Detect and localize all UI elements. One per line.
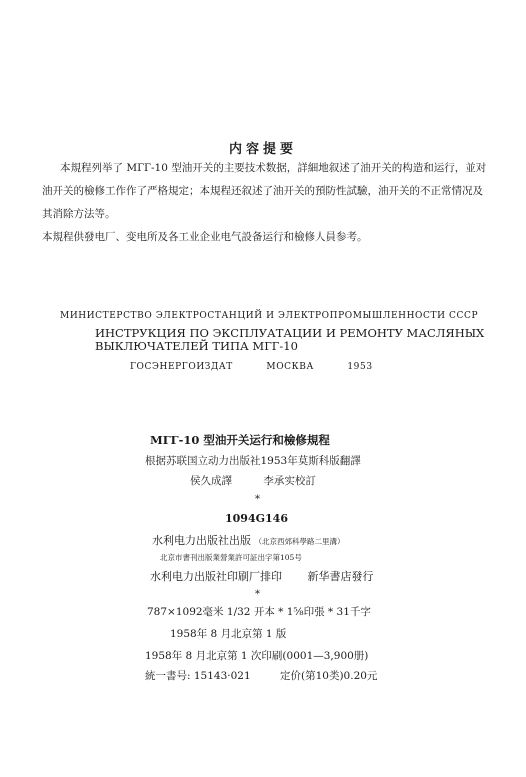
format-spec: 787×1092毫米 1/32 开本 * 1⅝印張 * 31千字: [147, 606, 371, 618]
russian-publisher-line: [130, 362, 403, 372]
printing-line: 1958年 8 月北京第 1 次印刷(0001—3,900册): [145, 650, 369, 662]
colophon-title: МГГ-10 型油开关运行和檢修規程: [150, 433, 330, 447]
separator-star: *: [255, 589, 260, 600]
russian-title-line-1: ИНСТРУКЦИЯ ПО ЭКСПЛУАТАЦИИ И РЕМОНТУ МАСЛЯНЫХ: [95, 326, 485, 340]
translator: 侯久成譯: [190, 475, 232, 487]
publisher-address: （北京西郊科學路二里溝）: [254, 537, 345, 546]
publisher-name: 水利电力出版社出版: [152, 534, 251, 547]
russian-title-line-2: ВЫКЛЮЧАТЕЛЕЙ ТИПА МГГ-10: [95, 339, 298, 353]
publisher-line: [152, 532, 345, 548]
summary-title: 内容提要: [228, 142, 297, 157]
summary-paragraph-2: 本規程供發电厂、变电所及各工业企业电气設备运行和檢修人員参考。: [42, 231, 368, 243]
translation-source: 根据苏联国立动力出版社1953年莫斯科版翻譯: [145, 455, 361, 467]
russian-ministry-line: МИНИСТЕРСТВО ЭЛЕКТРОСТАНЦИЙ И ЭЛЕКТРОПРОМЫШЛЕННОСТИ СССР: [60, 311, 479, 321]
russian-publisher: ГОСЭНЕРГОИЗДАТ: [130, 362, 233, 372]
translator-line: [190, 473, 344, 488]
permit-line: 北京市書刊出版業營業許可証出字第105号: [160, 553, 302, 562]
distributor: 新华書店發行: [307, 570, 374, 583]
price: 定价(第10类)0.20元: [280, 670, 378, 682]
summary-paragraph-1: 本規程列举了 МГГ-10 型油开关的主要技术数据，詳細地叙述了油开关的构造和运行，並对油开关的檢修工作作了严格規定；本規程还叙述了油开关的預防性試驗，油开关的不正常情况及其消除方法等。: [42, 162, 487, 220]
russian-city: МОСКВА: [266, 362, 314, 372]
printer-line: [150, 568, 396, 584]
russian-year: 1953: [347, 362, 373, 372]
edition-line: 1958年 8 月北京第 1 版: [170, 628, 287, 640]
editor: 李承实校訂: [263, 475, 316, 487]
russian-title: [95, 327, 484, 353]
book-number-line: [145, 668, 403, 683]
printer: 水利电力出版社印刷厂排印: [150, 570, 282, 583]
book-number: 統一書号: 15143·021: [145, 670, 251, 682]
book-code: 1094G146: [225, 512, 288, 525]
separator-star: *: [255, 494, 260, 505]
